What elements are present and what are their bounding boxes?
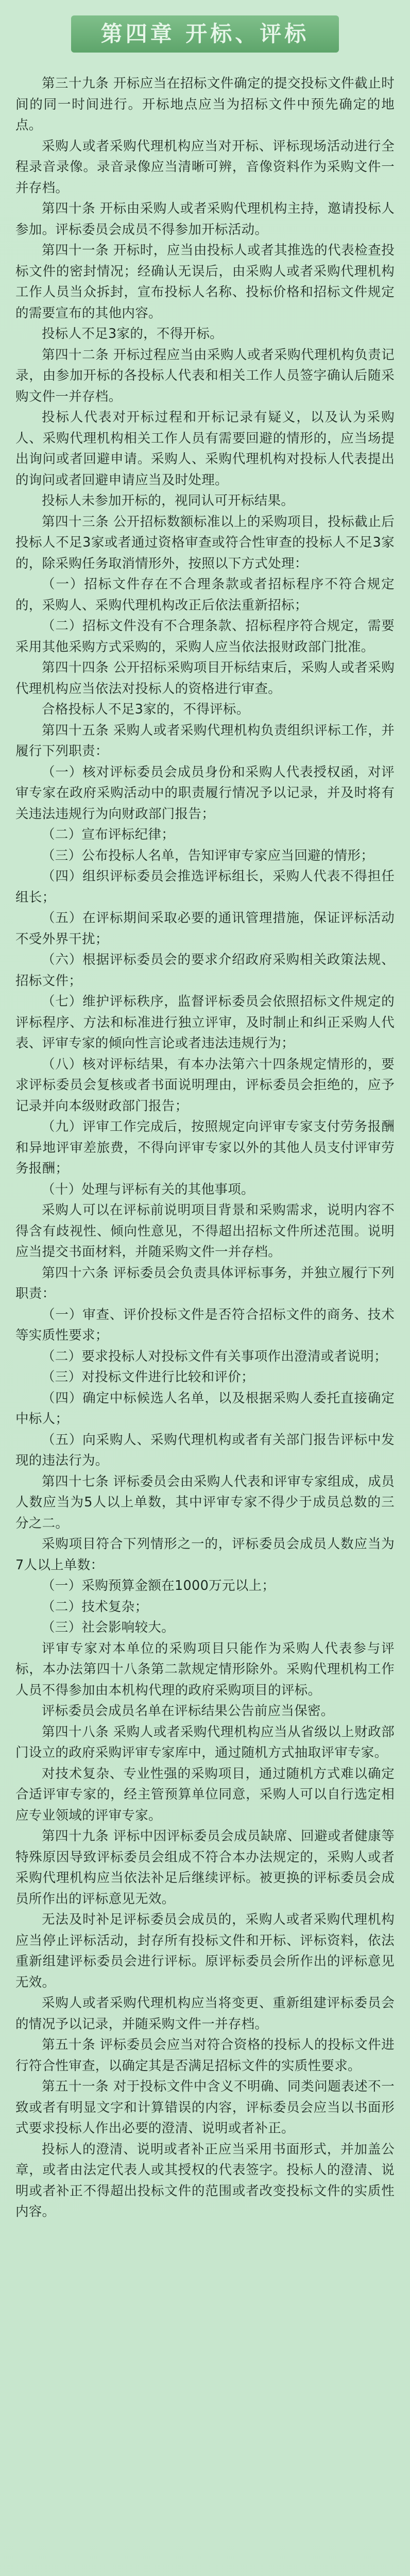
paragraph: （八）核对评标结果，有本办法第六十四条规定情形的，要求评标委员会复核或者书面说明理由，评标委员会拒绝的，应予记录并向本级财政部门报告；: [15, 1056, 395, 1114]
paragraph: （一）审查、评价投标文件是否符合招标文件的商务、技术等实质性要求；: [15, 1307, 395, 1343]
paragraph: （五）向采购人、采购代理机构或者有关部门报告评标中发现的违法行为。: [15, 1432, 395, 1468]
paragraph: 第三十九条 开标应当在招标文件确定的提交投标文件截止时间的同一时间进行。开标地点应当为招标文件中预先确定的地点。: [15, 76, 395, 133]
paragraph: 投标人的澄清、说明或者补正应当采用书面形式，并加盖公章，或者由法定代表人或其授权的代表签字。投标人的澄清、说明或者补正不得超出投标文件的范围或者改变投标文件的实质性内容。: [15, 2141, 395, 2219]
paragraph: （二）技术复杂；: [42, 1599, 148, 1615]
paragraph: 第五十一条 对于投标文件中含义不明确、同类问题表述不一致或者有明显文字和计算错误的内容，评标委员会应当以书面形式要求投标人作出必要的澄清、说明或者补正。: [15, 2079, 395, 2136]
paragraph: 投标人代表对开标过程和开标记录有疑义，以及认为采购人、采购代理机构相关工作人员有需要回避的情形的，应当场提出询问或者回避申请。采购人、采购代理机构对投标人代表提出的询问或者回避申请应当及时处理。: [15, 410, 395, 488]
paragraph: （三）公布投标人名单，告知评审专家应当回避的情形；: [42, 848, 374, 863]
paragraph: （十）处理与评标有关的其他事项。: [42, 1181, 254, 1197]
paragraph: （二）要求投标人对投标文件有关事项作出澄清或者说明；: [42, 1348, 387, 1364]
paragraph: （三）社会影响较大。: [42, 1620, 175, 1635]
paragraph: （二）招标文件没有不合理条款、招标程序符合规定，需要采用其他采购方式采购的，采购人应当依法报财政部门批准。: [15, 618, 395, 655]
paragraph: 合格投标人不足3家的，不得评标。: [42, 702, 250, 717]
paragraph: 采购人或者采购代理机构应当将变更、重新组建评标委员会的情况予以记录，并随采购文件一并存档。: [15, 1995, 395, 2032]
paragraph: 第四十八条 采购人或者采购代理机构应当从省级以上财政部门设立的政府采购评审专家库中，通过随机方式抽取评审专家。: [15, 1724, 395, 1760]
paragraph: 第四十一条 开标时，应当由投标人或者其推选的代表检查投标文件的密封情况；经确认无误后，由采购人或者采购代理机构工作人员当众拆封，宣布投标人名称、投标价格和招标文件规定的需要宣布的其他内容。: [15, 243, 395, 321]
chapter-title: 第四章 开标、评标: [71, 15, 339, 53]
paragraph: 评标委员会成员名单在评标结果公告前应当保密。: [42, 1703, 334, 1719]
paragraph: （三）对投标文件进行比较和评价；: [42, 1369, 254, 1385]
paragraph: （七）维护评标秩序，监督评标委员会依照招标文件规定的评标程序、方法和标准进行独立评审，及时制止和纠正采购人代表、评审专家的倾向性言论或者违法违规行为；: [15, 994, 395, 1051]
paragraph: （四）确定中标候选人名单，以及根据采购人委托直接确定中标人；: [15, 1390, 395, 1427]
article-body: [15, 73, 395, 2223]
paragraph: （二）宣布评标纪律；: [42, 827, 175, 842]
paragraph: 无法及时补足评标委员会成员的，采购人或者采购代理机构应当停止评标活动，封存所有投标文件和开标、评标资料，依法重新组建评标委员会进行评标。原评标委员会所作出的评标意见无效。: [15, 1912, 395, 1990]
paragraph: （五）在评标期间采取必要的通讯管理措施，保证评标活动不受外界干扰；: [15, 910, 395, 947]
paragraph: 第四十四条 公开招标采购项目开标结束后，采购人或者采购代理机构应当依法对投标人的资格进行审查。: [15, 660, 395, 697]
paragraph: 投标人未参加开标的，视同认可开标结果。: [42, 493, 295, 509]
paragraph: 采购人可以在评标前说明项目背景和采购需求，说明内容不得含有歧视性、倾向性意见，不得超出招标文件所述范围。说明应当提交书面材料，并随采购文件一并存档。: [15, 1202, 395, 1260]
paragraph: 第四十三条 公开招标数额标准以上的采购项目，投标截止后投标人不足3家或者通过资格审查或符合性审查的投标人不足3家的，除采购任务取消情形外，按照以下方式处理：: [15, 514, 395, 571]
paragraph: （六）根据评标委员会的要求介绍政府采购相关政策法规、招标文件；: [15, 952, 395, 989]
paragraph: （一）核对评标委员会成员身份和采购人代表授权函，对评审专家在政府采购活动中的职责履行情况予以记录，并及时将有关违法违规行为向财政部门报告；: [15, 764, 395, 822]
paragraph: 第四十七条 评标委员会由采购人代表和评审专家组成，成员人数应当为5人以上单数，其中评审专家不得少于成员总数的三分之二。: [15, 1473, 395, 1531]
paragraph: 对技术复杂、专业性强的采购项目，通过随机方式难以确定合适评审专家的，经主管预算单位同意，采购人可以自行选定相应专业领域的评审专家。: [15, 1766, 395, 1823]
paragraph: 第五十条 评标委员会应当对符合资格的投标人的投标文件进行符合性审查，以确定其是否满足招标文件的实质性要求。: [15, 2037, 395, 2074]
paragraph: 第四十五条 采购人或者采购代理机构负责组织评标工作，并履行下列职责：: [15, 722, 395, 759]
paragraph: （一）采购预算金额在1000万元以上；: [42, 1578, 276, 1594]
paragraph: （一）招标文件存在不合理条款或者招标程序不符合规定的，采购人、采购代理机构改正后依法重新招标；: [15, 577, 395, 613]
paragraph: 投标人不足3家的，不得开标。: [42, 326, 223, 342]
paragraph: 第四十六条 评标委员会负责具体评标事务，并独立履行下列职责：: [15, 1265, 395, 1301]
paragraph: （四）组织评标委员会推选评标组长，采购人代表不得担任组长；: [15, 869, 395, 905]
paragraph: 第四十二条 开标过程应当由采购人或者采购代理机构负责记录，由参加开标的各投标人代表和相关工作人员签字确认后随采购文件一并存档。: [15, 347, 395, 404]
paragraph: 采购项目符合下列情形之一的，评标委员会成员人数应当为7人以上单数：: [15, 1536, 395, 1573]
paragraph: （九）评审工作完成后，按照规定向评审专家支付劳务报酬和异地评审差旅费，不得向评审专家以外的其他人员支付评审劳务报酬；: [15, 1119, 395, 1176]
paragraph: 采购人或者采购代理机构应当对开标、评标现场活动进行全程录音录像。录音录像应当清晰可辨，音像资料作为采购文件一并存档。: [15, 138, 395, 196]
paragraph: 评审专家对本单位的采购项目只能作为采购人代表参与评标，本办法第四十八条第二款规定情形除外。采购代理机构工作人员不得参加由本机构代理的政府采购项目的评标。: [15, 1640, 395, 1698]
paragraph: 第四十条 开标由采购人或者采购代理机构主持，邀请投标人参加。评标委员会成员不得参加开标活动。: [15, 201, 395, 238]
paragraph: 第四十九条 评标中因评标委员会成员缺席、回避或者健康等特殊原因导致评标委员会组成不符合本办法规定的，采购人或者采购代理机构应当依法补足后继续评标。被更换的评标委员会成员所作出的评标意见无效。: [15, 1828, 395, 1907]
